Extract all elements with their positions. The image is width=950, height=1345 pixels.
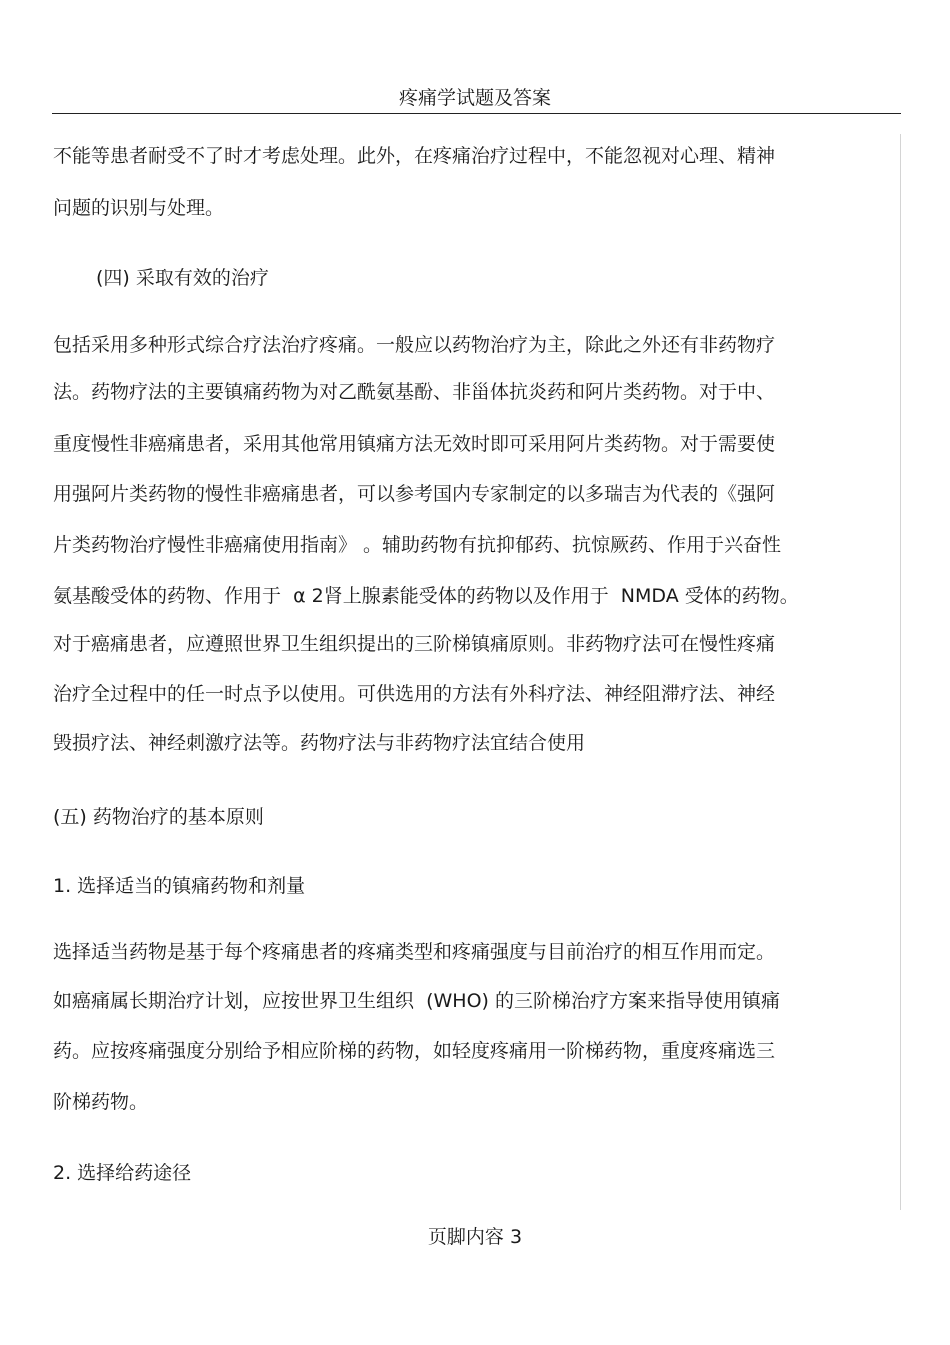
body-line: 包括采用多种形式综合疗法治疗疼痛。一般应以药物治疗为主，除此之外还有非药物疗 <box>53 334 776 356</box>
body-line: 片类药物治疗慢性非癌痛使用指南》 。辅助药物有抗抑郁药、抗惊厥药、作用于兴奋性 <box>53 534 782 556</box>
body-line: 对于癌痛患者，应遵照世界卫生组织提出的三阶梯镇痛原则。非药物疗法可在慢性疼痛 <box>53 633 776 655</box>
body-line: 如癌痛属长期治疗计划，应按世界卫生组织 (WHO) 的三阶梯治疗方案来指导使用镇痛 <box>53 990 780 1012</box>
body-line: 氨基酸受体的药物、作用于 α 2肾上腺素能受体的药物以及作用于 NMDA 受体的药物。 <box>53 585 799 607</box>
body-line: 法。药物疗法的主要镇痛药物为对乙酰氨基酚、非甾体抗炎药和阿片类药物。对于中、 <box>53 381 776 403</box>
subsection-heading: 2. 选择给药途径 <box>53 1162 192 1184</box>
body-line: 药。应按疼痛强度分别给予相应阶梯的药物，如轻度疼痛用一阶梯药物，重度疼痛选三 <box>53 1040 776 1062</box>
subsection-heading: 1. 选择适当的镇痛药物和剂量 <box>53 875 306 897</box>
body-line: 重度慢性非癌痛患者，采用其他常用镇痛方法无效时即可采用阿片类药物。对于需要使 <box>53 433 776 455</box>
section-heading: (四) 采取有效的治疗 <box>96 267 269 289</box>
body-line: 选择适当药物是基于每个疼痛患者的疼痛类型和疼痛强度与目前治疗的相互作用而定。 <box>53 941 776 963</box>
body-line: 治疗全过程中的任一时点予以使用。可供选用的方法有外科疗法、神经阻滞疗法、神经 <box>53 683 776 705</box>
body-line: 毁损疗法、神经刺激疗法等。药物疗法与非药物疗法宜结合使用 <box>53 732 586 754</box>
right-border-line <box>900 134 901 1210</box>
body-line: 不能等患者耐受不了时才考虑处理。此外，在疼痛治疗过程中，不能忽视对心理、精神 <box>53 145 776 167</box>
page-footer: 页脚内容 3 <box>427 1226 523 1248</box>
page-header-title: 疼痛学试题及答案 <box>398 87 551 109</box>
header-divider <box>52 113 901 114</box>
body-line: 用强阿片类药物的慢性非癌痛患者，可以参考国内专家制定的以多瑞吉为代表的《强阿 <box>53 483 776 505</box>
body-line: 问题的识别与处理。 <box>53 197 225 219</box>
section-heading: (五) 药物治疗的基本原则 <box>53 806 264 828</box>
body-line: 阶梯药物。 <box>53 1091 149 1113</box>
